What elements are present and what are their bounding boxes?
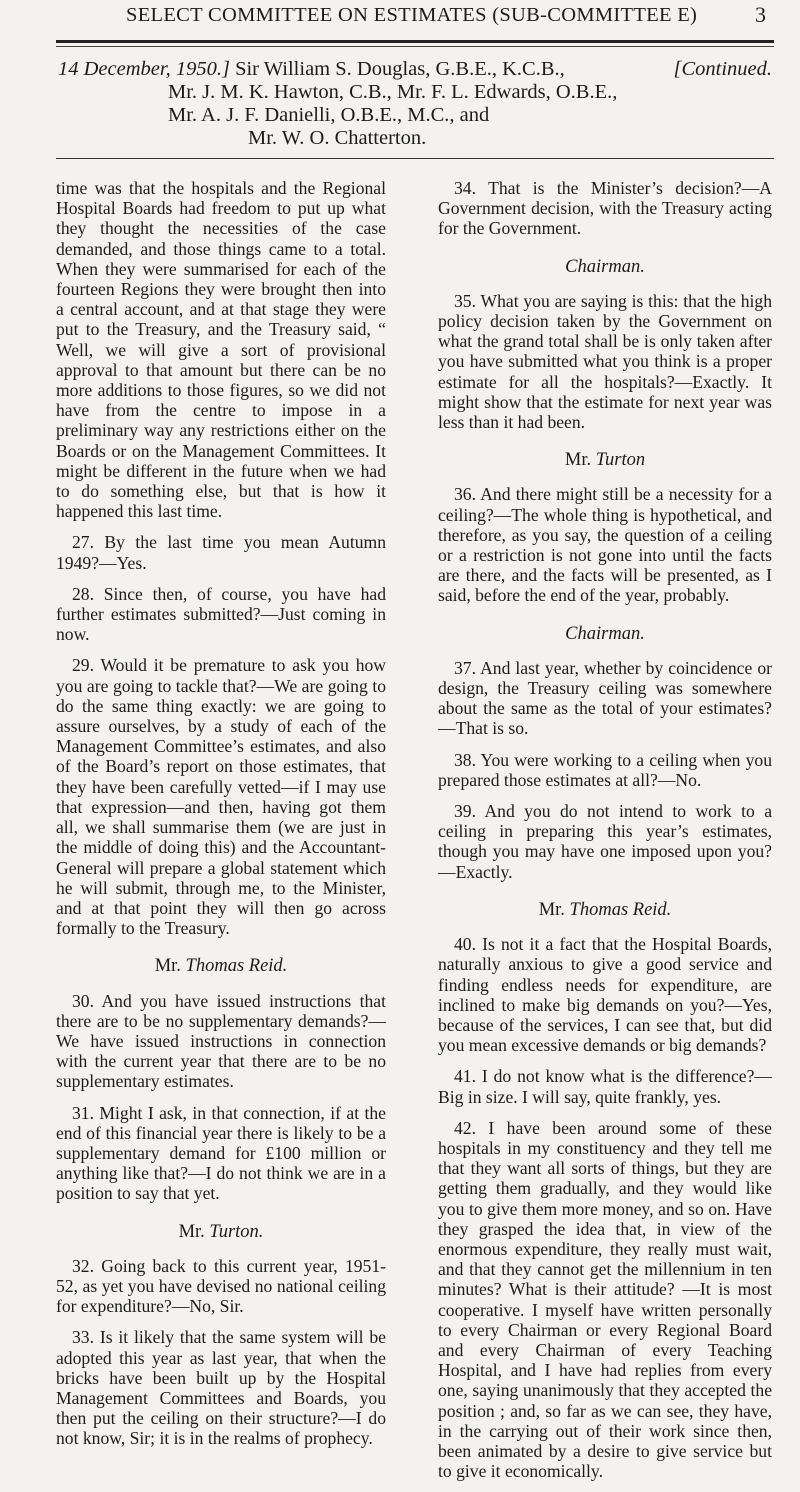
question-38: 38. You were working to a ceiling when you prepared those estimates at all?—No. bbox=[438, 749, 772, 790]
witness-names-3: Mr. A. J. F. Danielli, O.B.E., M.C., and bbox=[168, 104, 490, 126]
question-27: 27. By the last time you mean Autumn 1949?—Yes. bbox=[56, 532, 386, 573]
question-35: 35. What you are saying is this: that the high policy decision taken by the Government on what the grand total shall be is only taken after you have submitted what you think is a proper estimate for all the hospitals?—Exactly. It might show that the estimate for next year was less than it had been. bbox=[438, 290, 772, 433]
question-34: 34. That is the Minister’s decision?—A Government decision, with the Treasury acting for the Government. bbox=[438, 178, 772, 239]
question-41: 41. I do not know what is the difference?—Big in size. I will say, quite frankly, yes. bbox=[438, 1066, 772, 1107]
top-rule bbox=[56, 40, 774, 43]
question-42: 42. I have been around some of these hospitals in my constituency and they tell me that they want all sorts of things, but they are getting them gradually, and they would like you to give them more money, and so on. Have they grasped the idea that, in view of the enormous expenditure, they really must wait, and that they cannot get the millennium in ten minutes? What is their attitude? —It is most cooperative. I myself have written personally to every Chairman or every Regional Board and every Chairman of every Teaching Hospital, and I have had replies from every one, saying unanimously that they accepted the position ; and, so far as we can see, they have, in the carrying out of their work since then, been animated by a desire to give service but to give it economically. bbox=[438, 1117, 772, 1482]
continued-answer: time was that the hospitals and the Regional Hospital Boards had freedom to put up what they thought the necessities of the case demanded, and those things came to a total. When they were summarised for each of the fourteen Regions they were brought then into a central account, and at that stage they were put to the Treasury, and the Treasury said, “ Well, we will give a sort of provisional approval to that amount but there can be no more additions to those figures, so we did not have from the centre to impose in a preliminary way any restrictions either on the Boards or on the Management Committees. It might be different in the future when we had to do something else, but that is how it happened this last time. bbox=[56, 178, 386, 522]
question-31: 31. Might I ask, in that connection, if at the end of this financial year there is likely to be a supplementary demand for £100 million or anything like that?—I do not think we are in a position to say that yet. bbox=[56, 1102, 386, 1204]
page-number: 3 bbox=[755, 2, 766, 27]
speaker-heading: Chairman. bbox=[565, 256, 645, 277]
speaker-heading: Mr. Thomas Reid. bbox=[538, 899, 672, 920]
witness-line-1 bbox=[58, 58, 774, 81]
question-28: 28. Since then, of course, you have had further estimates submitted?—Just coming in now. bbox=[56, 583, 386, 645]
running-title: SELECT COMMITTEE ON ESTIMATES (SUB-COMMITTEE E) bbox=[126, 4, 698, 26]
question-40: 40. Is not it a fact that the Hospital Boards, naturally anxious to give a good service and finding endless needs for expenditure, are inclined to make big demands on you?—Yes, because of the services, I can see that, but did you mean excessive demands or big demands? bbox=[438, 934, 772, 1056]
continued-label: [Continued. bbox=[673, 58, 772, 80]
witness-names-4: Mr. W. O. Chatterton. bbox=[248, 127, 427, 149]
witness-names-2: Mr. J. M. K. Hawton, C.B., Mr. F. L. Edwards, O.B.E., bbox=[168, 81, 618, 103]
question-32: 32. Going back to this current year, 1951-52, as yet you have devised no national ceiling for expenditure?—No, Sir. bbox=[56, 1255, 386, 1317]
question-29: 29. Would it be premature to ask you how you are going to tackle that?—We are going to do the same thing exactly: we are going to assure ourselves, by a study of each of the Management Committee’s estimates, and also of the Board’s report on those estimates, that they have been carefully vetted—if I may use that expression—and then, having got them all, we shall summarise them (we are just in the middle of doing this) and the Accountant-General will prepare a global statement which he will submit, through me, to the Minister, and at that point they will then go across formally to the Treasury. bbox=[56, 655, 386, 939]
left-column bbox=[56, 178, 386, 1460]
speaker-heading: Chairman. bbox=[565, 623, 645, 644]
right-column bbox=[438, 178, 772, 1492]
question-39: 39. And you do not intend to work to a ceiling in preparing this year’s estimates, though you may have one imposed upon you?—Exactly. bbox=[438, 801, 772, 882]
witness-heading bbox=[58, 58, 774, 150]
question-30: 30. And you have issued instructions that there are to be no supplementary demands?—We have issued instructions in connection with the current year that there are to be no supplementary estimates. bbox=[56, 990, 386, 1092]
speaker-heading: Mr. Thomas Reid. bbox=[154, 956, 288, 977]
speaker-heading: Mr. Turton bbox=[564, 450, 646, 471]
question-37: 37. And last year, whether by coincidence or design, the Treasury ceiling was somewhere about the same as the total of your estimates?—That is so. bbox=[438, 657, 772, 739]
witness-names-1: Sir William S. Douglas, G.B.E., K.C.B., bbox=[235, 58, 565, 80]
question-36: 36. And there might still be a necessity for a ceiling?—The whole thing is hypothetical, and therefore, as you say, the question of a ceiling or a restriction is not gone into until the facts are there, and the facts will be presented, as I said, before the end of the year, probably. bbox=[438, 484, 772, 606]
heading-rule bbox=[56, 158, 774, 159]
hearing-date: 14 December, 1950.] bbox=[58, 58, 230, 80]
speaker-heading: Mr. Turton. bbox=[178, 1221, 264, 1242]
question-33: 33. Is it likely that the same system will be adopted this year as last year, that when the bricks have been built up by the Hospital Management Committees and Boards, you then put the ceiling on their structure?—I do not know, Sir; it is in the realms of prophecy. bbox=[56, 1327, 386, 1449]
top-rule-thin bbox=[56, 46, 774, 47]
